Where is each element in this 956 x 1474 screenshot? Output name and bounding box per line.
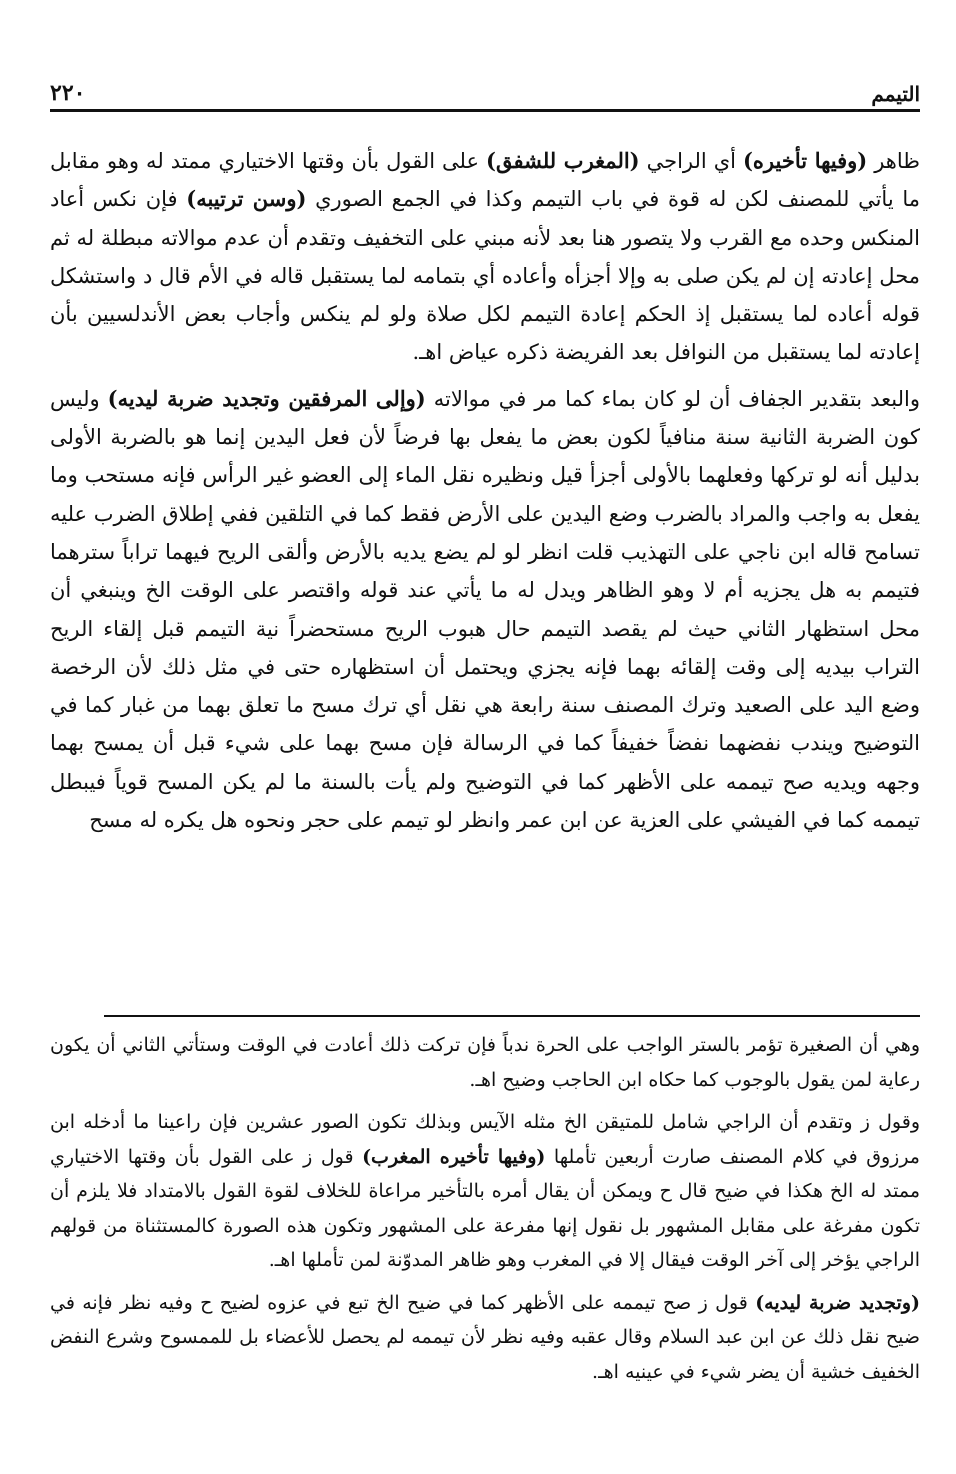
page-number: ٢٢٠ [50, 80, 95, 106]
text-run: أي الراجي [639, 149, 743, 173]
text-run: ظاهر [867, 149, 920, 173]
footnote-separator [104, 1015, 920, 1017]
main-paragraph [50, 142, 920, 372]
book-page [50, 70, 920, 1450]
footnote-paragraph [50, 1286, 920, 1390]
text-run: وهي أن الصغيرة تؤمر بالستر الواجب على الحرة ندباً فإن تركت ذلك أعادت في الوقت وستأتي الثاني أن يكون رعاية لمن يقول بالوجوب كما حكاه ابن الحاجب وضيح اهـ. [50, 1034, 920, 1091]
text-run: فإن نكس أعاد المنكس وحده مع القرب ولا يتصور هنا بعد لأنه مبني على التخفيف وتقدم أن عدم موالاته مبطلة له ثم محل إعادته إن لم يكن صلى به وإلا أجزأه وأعاده أي بتمامه لما يستقبل قاله في الأم قال د واستشكل قوله أعاده لما يستقبل إذ الحكم إعادة التيمم لكل صلاة ولو لم ينكس وأجاب بعض الأندلسيين بأن إعادته لما يستقبل من النوافل بعد الفريضة ذكره عياض اهـ. [50, 187, 920, 365]
main-text [50, 142, 920, 839]
header-rule [50, 109, 920, 112]
footnote-paragraph [50, 1105, 920, 1278]
running-header [50, 80, 920, 112]
quoted-matn: (وفيها تأخيره المغرب) [362, 1145, 546, 1168]
text-run: وليس كون الضربة الثانية سنة منافياً لكون بعض ما يفعل بها فرضاً لأن فعل اليدين إنما هو بالضربة الأولى بدليل أنه لو تركها وفعلهما بالأولى أجزأ قيل ونظيره نقل الماء إلى العضو غير الرأس فإنه مستحب وما يفعل به واجب والمراد بالضرب وضع اليدين على الأرض فقط كما في التلقين ففي إطلاق الضرب عليه تسامح قاله ابن ناجي على التهذيب قلت انظر لو لم يضع يديه بالأرض وألقى الريح فيهما تراباً سترهما فتيمم به هل يجزيه أم لا وهو الظاهر ويدل له ما يأتي عند قوله واقتصر على الوقت الخ وينبغي أن محل استظهار الثاني حيث لم يقصد التيمم حال هبوب الريح مستحضراً نية التيمم قبل إلقاء الريح التراب بيديه إلى وقت إلقائه بهما فإنه يجزي ويحتمل أن استظهاره حتى في مثل ذلك لأن الرخصة وضع اليد على الصعيد وترك المصنف سنة رابعة هي نقل أي ترك مسح ما تعلق بهما من غبار كما في التوضيح ويندب نفضهما نفضاً خفيفاً كما في الرسالة فإن مسح بهما على شيء قبل أن يمسح بهما وجهه ويديه صح تيممه على الأظهر كما في التوضيح ولم يأت بالسنة ما لم يكن المسح قوياً فيبطل تيممه كما في الفيشي على العزية عن ابن عمر وانظر لو تيمم على حجر ونحوه هل يكره له مسح [50, 386, 920, 833]
quoted-matn: (وتجديد ضربة ليديه) [755, 1291, 920, 1314]
main-paragraph [50, 380, 920, 840]
text-run: قول ز صح تيممه على الأظهر كما في ضيح الخ تبع في عزوه لضيح ح وفيه نظر فإنه في ضيح نقل ذلك عن ابن عبد السلام وقال عقبه وفيه نظر لأن تيممه لم يحصل للأعضاء بل للممسوح وشرع النفض الخفيف خشية أن يضر شيء في عينيه اهـ. [50, 1291, 920, 1383]
footnote-paragraph [50, 1028, 920, 1097]
chapter-title: التيمم [861, 82, 920, 106]
text-run: والبعد بتقدير الجفاف أن لو كان بماء كما مر في موالاته [425, 386, 920, 411]
quoted-matn: (المغرب للشفق) [486, 148, 640, 173]
quoted-matn: (وسن ترتيبه) [186, 186, 307, 212]
quoted-matn: (وإلى المرفقين وتجديد ضربة ليديه) [107, 385, 426, 411]
text-run: وقول ز وتقدم أن الراجي شامل للمتيقن الخ مثله الآيس وبذلك تكون الصور عشرين فإن راعينا ما أدخله ابن مرزوق في كلام المصنف صارت أربعين تأملها [50, 1111, 920, 1168]
text-run: قول ز على القول بأن وقتها الاختياري ممتد له الخ هكذا في ضيح قال ح ويمكن أن يقال أمره بالتأخير مراعاة للخلاف لقوة القول بالامتداد فلا يلزم أن تكون مفرغة على مقابل المشهور بل نقول إنها مفرعة على المشهور وتكون هذه الصورة كالمستثناة من قولهم الراجي يؤخر إلى آخر الوقت فيقال إلا في المغرب وهو ظاهر المدوّنة لمن تأملها اهـ. [50, 1145, 920, 1271]
footnotes-section [50, 1028, 920, 1397]
text-run: على القول بأن وقتها الاختياري ممتد له وهو مقابل ما يأتي للمصنف لكن له قوة في باب التيمم وكذا في الجمع الصوري [50, 149, 921, 212]
quoted-matn: (وفيها تأخيره) [742, 148, 868, 173]
